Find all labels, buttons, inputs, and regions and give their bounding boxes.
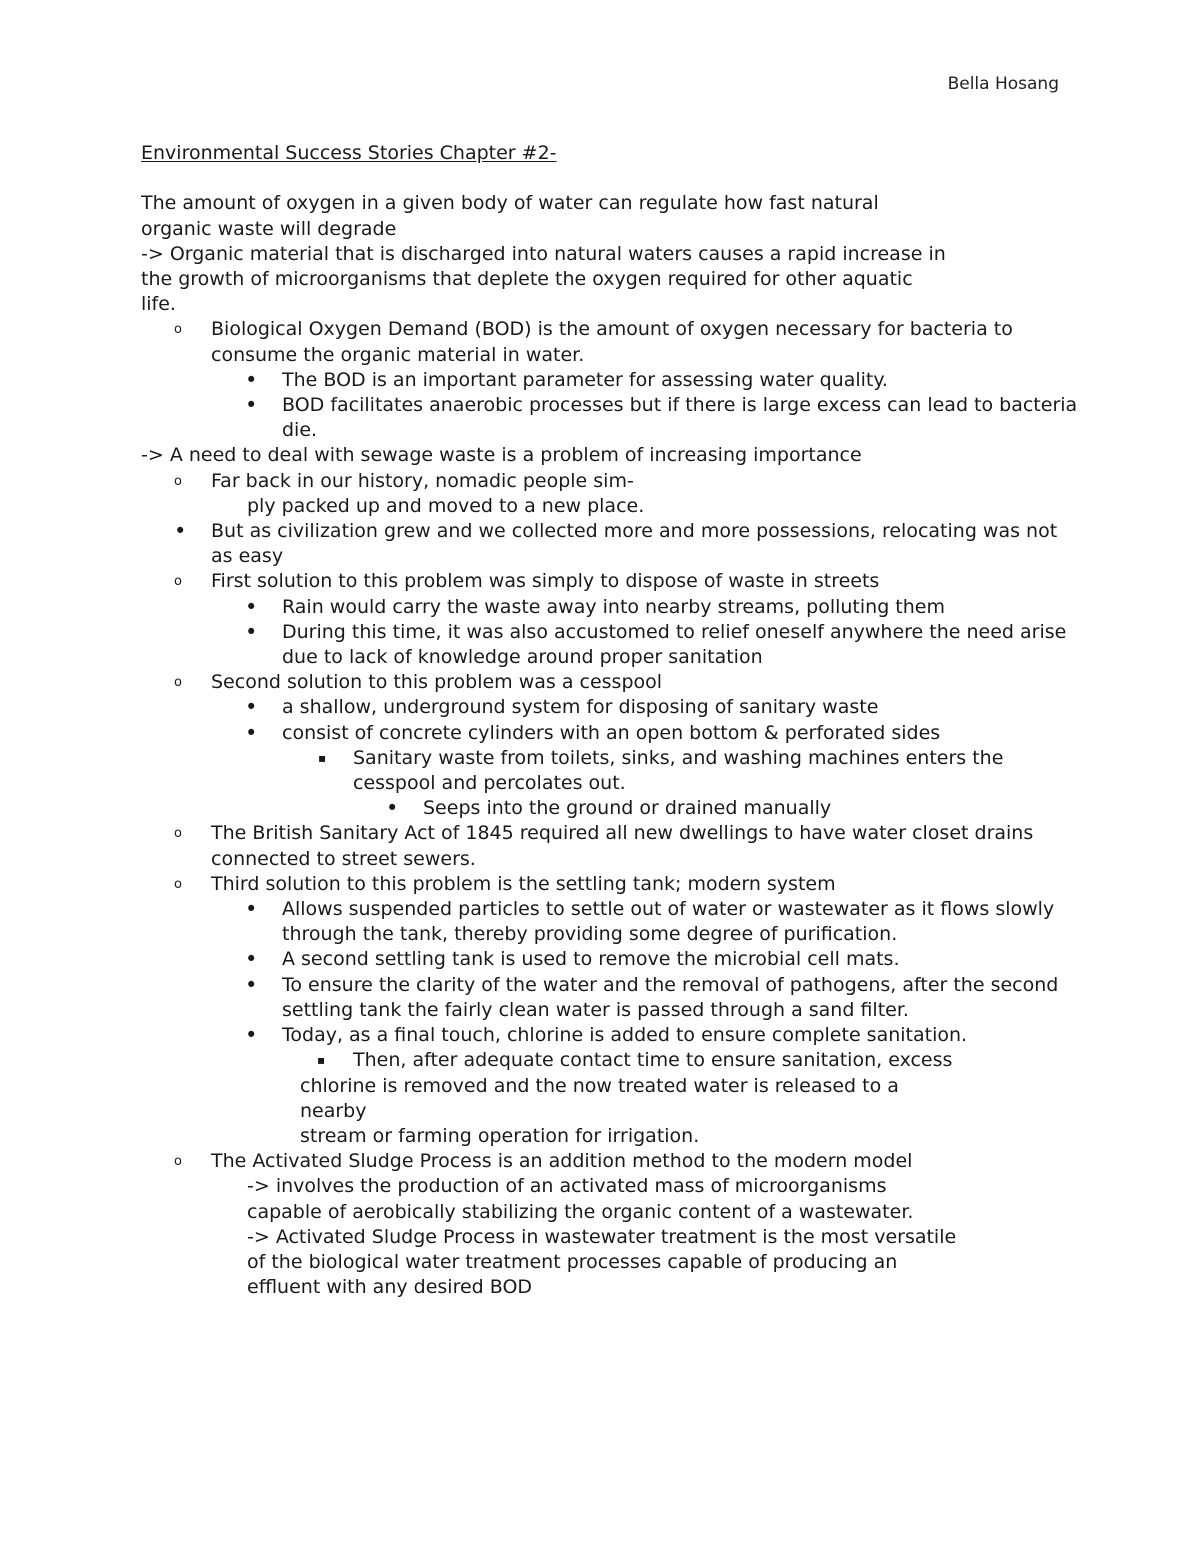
sludge-line-5: effluent with any desired BOD [247, 1276, 533, 1299]
list-item-clarity [141, 973, 1081, 1023]
circle-bullet-icon: o [174, 826, 182, 842]
bullet-icon: • [245, 1023, 258, 1048]
list-item-sanitary-waste [141, 746, 1081, 796]
circle-bullet-icon: o [174, 574, 182, 590]
list-item-british-act [141, 821, 1081, 871]
bullet-icon: • [245, 897, 258, 922]
second-solution-sub-2: consist of concrete cylinders with an open bottom & perforated sides [282, 721, 941, 744]
list-item-second-tank [141, 947, 1081, 972]
nomadic-line-1: Far back in our history, nomadic people sim- [211, 469, 634, 492]
list-item-shallow [141, 695, 1081, 720]
list-item-second-solution [141, 670, 1081, 695]
list-item-civilization [141, 519, 1081, 569]
bullet-icon: • [174, 519, 187, 544]
bod-text: Biological Oxygen Demand (BOD) is the amount of oxygen necessary for bacteria to consume the organic material in water. [211, 318, 1013, 366]
bullet-icon: • [245, 367, 258, 392]
third-solution-sub-4: Today, as a final touch, chlorine is added to ensure complete sanitation. [282, 1024, 968, 1047]
author-name: Bella Hosang [947, 74, 1059, 94]
intro-line-1: The amount of oxygen in a given body of water can regulate how fast natural [141, 192, 879, 215]
list-item-seeps [141, 796, 1081, 821]
circle-bullet-icon: o [174, 322, 182, 338]
bod-sub-1: The BOD is an important parameter for assessing water quality. [282, 368, 888, 391]
list-item-chlorine [141, 1023, 1081, 1048]
square-bullet-icon: ▪ [317, 1053, 326, 1068]
list-item-cylinders [141, 721, 1081, 746]
second-solution-text: Second solution to this problem was a cesspool [211, 671, 663, 694]
bullet-icon: • [245, 619, 258, 644]
second-solution-sub-1: a shallow, underground system for disposing of sanitary waste [282, 696, 879, 719]
contact-line-4: stream or farming operation for irrigation. [300, 1124, 700, 1147]
third-solution-text: Third solution to this problem is the settling tank; modern system [211, 872, 836, 895]
list-item-first-solution [141, 569, 1081, 594]
contact-line-1: Then, after adequate contact time to ensure sanitation, excess [353, 1049, 953, 1072]
third-solution-sub-1: Allows suspended particles to settle out of water or wastewater as it flows slowly through the tank, thereby providing some degree of purification. [282, 898, 1055, 946]
list-item-rain [141, 595, 1081, 620]
arrow-paragraph-sewage: -> A need to deal with sewage waste is a problem of increasing importance [141, 444, 862, 467]
document-title: Environmental Success Stories Chapter #2- [141, 142, 557, 164]
contact-line-2: chlorine is removed and the now treated water is released to a [300, 1074, 899, 1097]
list-item-bod-anaerobic [141, 393, 1081, 443]
third-solution-sub-2: A second settling tank is used to remove the microbial cell mats. [282, 948, 900, 971]
activated-sludge-text: The Activated Sludge Process is an addition method to the modern model [211, 1150, 913, 1173]
bullet-icon: • [245, 720, 258, 745]
list-item-contact-time [141, 1048, 1081, 1149]
contact-line-3: nearby [300, 1099, 367, 1122]
circle-bullet-icon: o [174, 876, 182, 892]
second-solution-sub-2a-i: Seeps into the ground or drained manually [423, 797, 832, 820]
second-solution-sub-2a: Sanitary waste from toilets, sinks, and washing machines enters the cesspool and percolates out. [353, 746, 1004, 795]
list-item-activated-sludge [141, 1149, 1081, 1174]
sludge-line-1: -> involves the production of an activated mass of microorganisms [247, 1175, 887, 1198]
bullet-icon: • [386, 796, 399, 821]
nomadic-line-2: ply packed up and moved to a new place. [247, 494, 645, 517]
activated-sludge-details [141, 1174, 1081, 1300]
intro-line-2: organic waste will degrade [141, 217, 397, 240]
first-solution-sub-1: Rain would carry the waste away into nearby streams, polluting them [282, 595, 945, 618]
sludge-line-2: capable of aerobically stabilizing the organic content of a wastewater. [247, 1200, 914, 1223]
third-solution-sub-3: To ensure the clarity of the water and the removal of pathogens, after the second settling tank the fairly clean water is passed through a sand filter. [282, 973, 1059, 1021]
circle-bullet-icon: o [174, 675, 182, 691]
bod-sub-2: BOD facilitates anaerobic processes but if there is large excess can lead to bacteria die. [282, 394, 1078, 442]
list-item-third-solution [141, 872, 1081, 897]
bullet-icon: • [245, 972, 258, 997]
sludge-line-4: of the biological water treatment processes capable of producing an [247, 1250, 898, 1273]
arrow1-line-2: the growth of microorganisms that deplete the oxygen required for other aquatic [141, 268, 913, 290]
intro-paragraph [141, 191, 1081, 241]
sludge-line-3: -> Activated Sludge Process in wastewater treatment is the most versatile [247, 1225, 957, 1248]
list-item-nomadic [141, 469, 1081, 519]
list-item-bod-parameter [141, 368, 1081, 393]
bullet-icon: • [245, 947, 258, 972]
bullet-icon: • [245, 695, 258, 720]
bullet-icon: • [245, 594, 258, 619]
document-body [141, 141, 1081, 1300]
bullet-icon: • [245, 393, 258, 418]
list-item-bod [141, 317, 1081, 367]
list-item-suspended [141, 897, 1081, 947]
arrow-paragraph-organic [141, 242, 1081, 318]
list-item-relief [141, 620, 1081, 670]
arrow1-line-1: -> Organic material that is discharged into natural waters causes a rapid increase in [141, 242, 946, 265]
british-act-text: The British Sanitary Act of 1845 required all new dwellings to have water closet drains connected to street sewers. [211, 822, 1034, 870]
arrow1-line-3: life. [141, 293, 176, 316]
square-bullet-icon: ▪ [318, 750, 327, 765]
civilization-text: But as civilization grew and we collected more and more possessions, relocating was not as easy [211, 520, 1058, 568]
first-solution-sub-2: During this time, it was also accustomed to relief oneself anywhere the need arise due to lack of knowledge around proper sanitation [282, 620, 1067, 669]
circle-bullet-icon: o [174, 1154, 182, 1170]
first-solution-text: First solution to this problem was simply to dispose of waste in streets [211, 570, 880, 593]
circle-bullet-icon: o [174, 473, 182, 489]
